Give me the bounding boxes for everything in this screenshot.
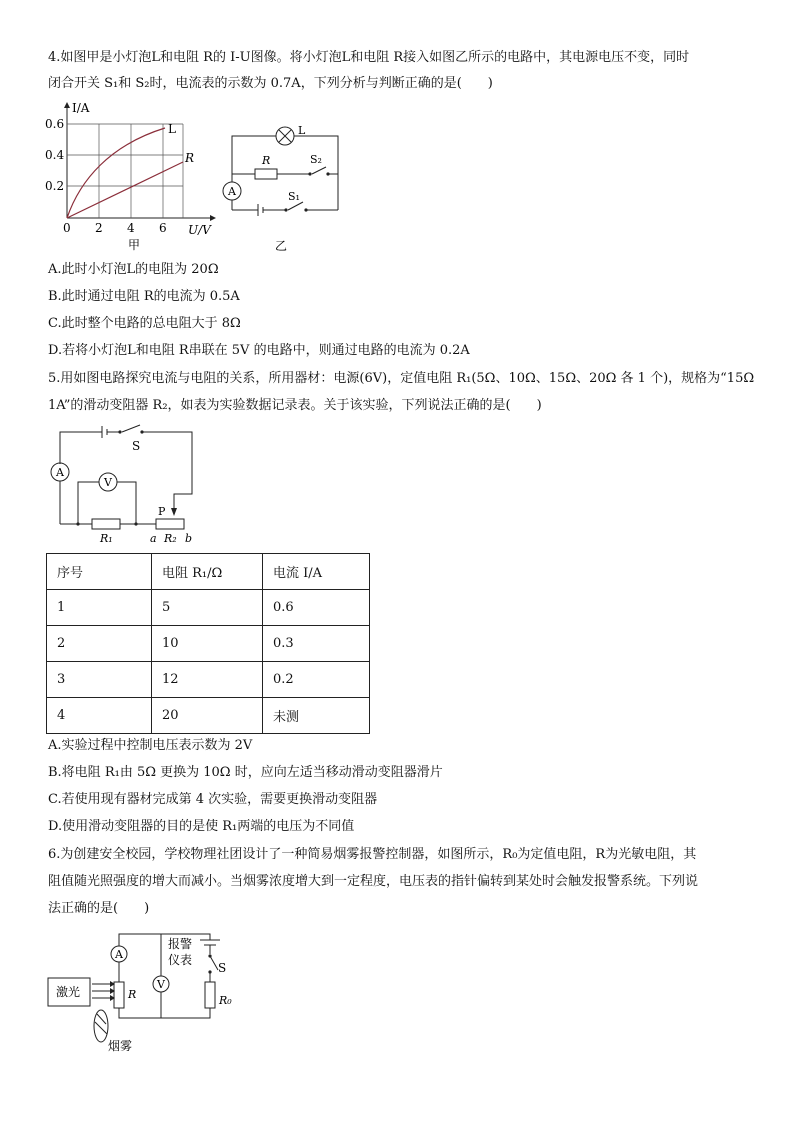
curve-l [67, 128, 165, 218]
table-cell: 0.6 [263, 590, 370, 626]
q6-stem-line3: 法正确的是( ) [48, 901, 150, 916]
curve-r-label: R [185, 151, 195, 165]
x-tick: 6 [159, 221, 167, 235]
circuit-caption: 乙 [275, 239, 288, 253]
curve-l-label: L [168, 122, 176, 136]
q4-stem-line1: 4.如图甲是小灯泡L和电阻 R的 I-U图像。将小灯泡L和电阻 R接入如图乙所示的电路中，其电源电压不变，同时 [48, 50, 690, 65]
ammeter-label: A [228, 185, 236, 198]
smoke-label: 烟雾 [108, 1039, 133, 1053]
lamp-label: L [298, 124, 306, 137]
x-tick: 0 [63, 221, 71, 235]
r0-label: R₀ [219, 994, 232, 1007]
q5-option-b: B.将电阻 R₁由 5Ω 更换为 10Ω 时，应向左适当移动滑动变阻器滑片 [48, 765, 443, 780]
table-cell: 2 [47, 626, 152, 662]
q6-stem-line2: 阻值随光照强度的增大而减小。当烟雾浓度增大到一定程度，电压表的指针偏转到某处时会触发报警系统。下列说 [48, 874, 699, 889]
voltmeter-label: V [104, 476, 112, 489]
x-axis-label: U/V [188, 223, 211, 237]
alarm-label-2: 仪表 [168, 953, 193, 967]
voltmeter-label: V [157, 978, 165, 991]
slider-p-label: P [158, 505, 166, 518]
table-cell: 10 [152, 626, 263, 662]
table-header-cell: 电阻 R₁/Ω [152, 554, 263, 590]
s2-label: S₂ [310, 153, 322, 166]
r-label: R [128, 988, 137, 1001]
resistor-label: R [262, 154, 271, 167]
q4-circuit [218, 118, 348, 254]
table-cell: 3 [47, 662, 152, 698]
q4-option-b: B.此时通过电阻 R的电流为 0.5A [48, 289, 240, 304]
q5-circuit [44, 422, 204, 550]
x-tick: 4 [127, 221, 135, 235]
q4-iu-graph [40, 100, 220, 252]
x-tick: 2 [95, 221, 103, 235]
q6-stem-line1: 6.为创建安全校园，学校物理社团设计了一种简易烟雾报警控制器，如图所示，R₀为定值电阻，R为光敏电阻，其 [48, 847, 697, 862]
alarm-label-1: 报警 [168, 937, 193, 951]
q5-stem-line1: 5.用如图电路探究电流与电阻的关系，所用器材：电源(6V)，定值电阻 R₁(5Ω、10Ω、15Ω、20Ω 各 1 个)，规格为“15Ω [48, 371, 755, 386]
table-cell: 0.3 [263, 626, 370, 662]
switch-label: S [132, 439, 141, 453]
table-cell: 12 [152, 662, 263, 698]
q5-option-a: A.实验过程中控制电压表示数为 2V [48, 738, 253, 753]
table-cell: 4 [47, 698, 152, 734]
laser-label: 激光 [56, 985, 81, 999]
q4-stem-line2: 闭合开关 S₁和 S₂时，电流表的示数为 0.7A，下列分析与判断正确的是( ) [48, 76, 493, 91]
y-tick: 0.4 [45, 148, 65, 162]
table-cell: 1 [47, 590, 152, 626]
curve-r [67, 162, 183, 218]
q4-option-c: C.此时整个电路的总电阻大于 8Ω [48, 316, 241, 331]
table-row [47, 698, 370, 734]
table-cell: 5 [152, 590, 263, 626]
r1-label: R₁ [100, 532, 113, 545]
y-axis-label: I/A [72, 101, 90, 115]
table-cell: 20 [152, 698, 263, 734]
table-header-cell: 序号 [47, 554, 152, 590]
q6-circuit [44, 926, 244, 1056]
table-header-row [47, 554, 370, 590]
switch-label: S [218, 961, 227, 975]
y-tick: 0.2 [45, 179, 65, 193]
table-row [47, 626, 370, 662]
q4-option-d: D.若将小灯泡L和电阻 R串联在 5V 的电路中，则通过电路的电流为 0.2A [48, 343, 470, 358]
graph-caption: 甲 [128, 238, 141, 252]
r2-label: R₂ [164, 532, 177, 545]
end-b-label: b [185, 532, 193, 545]
end-a-label: a [150, 532, 157, 545]
q4-option-a: A.此时小灯泡L的电阻为 20Ω [48, 262, 219, 277]
q5-option-d: D.使用滑动变阻器的目的是使 R₁两端的电压为不同值 [48, 819, 355, 834]
q5-data-table [46, 553, 370, 734]
ammeter-label: A [56, 466, 64, 479]
table-header-cell: 电流 I/A [263, 554, 370, 590]
q5-option-c: C.若使用现有器材完成第 4 次实验，需要更换滑动变阻器 [48, 792, 378, 807]
y-tick: 0.6 [45, 117, 65, 131]
ammeter-label: A [115, 948, 123, 961]
table-cell: 0.2 [263, 662, 370, 698]
table-row [47, 662, 370, 698]
s1-label: S₁ [288, 190, 300, 203]
table-cell: 未测 [263, 698, 370, 734]
q5-stem-line2: 1A”的滑动变阻器 R₂，如表为实验数据记录表。关于该实验，下列说法正确的是( ) [48, 398, 542, 413]
table-row [47, 590, 370, 626]
